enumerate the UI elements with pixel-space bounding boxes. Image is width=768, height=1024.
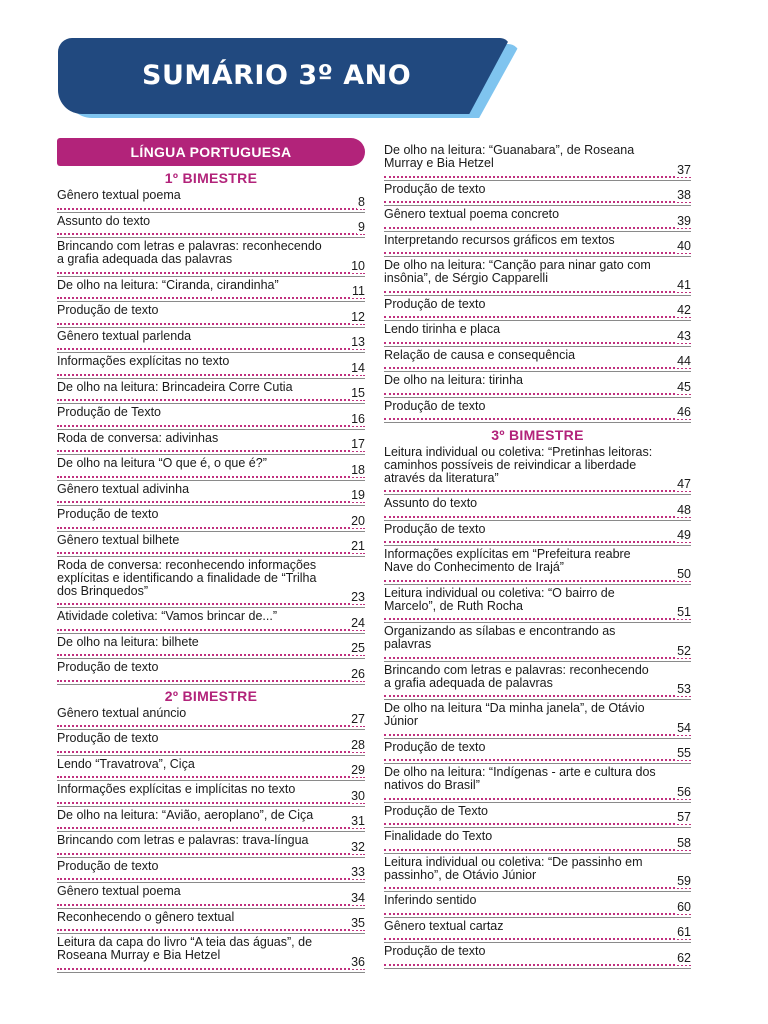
toc-entry[interactable] (57, 730, 365, 756)
entry-page-number: 57 (677, 810, 691, 824)
toc-entry[interactable] (384, 296, 691, 322)
toc-entry[interactable] (384, 181, 691, 207)
toc-left-column (57, 138, 365, 973)
toc-entry[interactable] (384, 585, 691, 624)
dot-leader (57, 751, 365, 753)
toc-entry[interactable] (57, 353, 365, 379)
entry-page-number: 19 (351, 488, 365, 502)
entry-page-number: 34 (351, 890, 365, 905)
dot-leader (57, 904, 365, 906)
entry-title: Produção de Texto (57, 405, 162, 419)
bimester-2-heading: 2º BIMESTRE (164, 687, 258, 704)
entry-title: Relação de causa e consequência (384, 347, 576, 362)
dot-leader (384, 516, 691, 518)
dot-leader (384, 291, 691, 293)
toc-entry[interactable] (57, 506, 365, 532)
toc-entry[interactable] (384, 892, 691, 918)
dot-leader (57, 968, 365, 970)
dot-leader (384, 580, 691, 582)
dot-leader (57, 348, 365, 350)
toc-entry[interactable] (384, 257, 691, 296)
entry-page-number: 39 (677, 213, 691, 228)
page-title: SUMÁRIO 3º ANO (142, 60, 412, 91)
dot-leader (57, 450, 365, 452)
dot-leader (384, 849, 691, 851)
toc-entry[interactable] (384, 803, 691, 829)
entry-title: Gênero textual poema concreto (384, 207, 560, 221)
toc-entry[interactable] (57, 756, 365, 782)
entry-title: Gênero textual parlenda (57, 328, 192, 343)
toc-entry[interactable] (57, 557, 365, 608)
entry-title: Informações explícitas no texto (57, 354, 230, 368)
dot-leader (57, 272, 365, 274)
dot-leader (384, 316, 691, 318)
dot-leader (384, 734, 691, 736)
entry-page-number: 55 (677, 746, 691, 760)
subject-header: LÍNGUA PORTUGUESA (57, 138, 365, 166)
entry-page-number: 56 (677, 784, 691, 799)
dot-leader (57, 552, 365, 554)
entry-page-number: 49 (677, 528, 691, 542)
toc-entry[interactable] (57, 430, 365, 456)
entry-page-number: 31 (351, 814, 365, 828)
entry-page-number: 62 (677, 950, 691, 965)
entry-title: Leitura individual ou coletiva: “Pretinhas leitoras: caminhos possíveis de reivindicar a liberdade através da literatura” (384, 445, 653, 485)
entry-title: Assunto do texto (57, 213, 151, 228)
entry-title: De olho na leitura: “Avião, aeroplano”, de Ciça (57, 807, 314, 822)
entry-page-number: 43 (677, 328, 691, 343)
toc-entry[interactable] (384, 521, 691, 547)
dot-leader (57, 827, 365, 829)
entry-title: Atividade coletiva: “Vamos brincar de...” (57, 609, 278, 623)
entry-title: Produção de texto (384, 181, 486, 196)
toc-entry[interactable] (384, 828, 691, 854)
bimester-1-list (57, 187, 365, 685)
entry-page-number: 51 (677, 605, 691, 619)
entry-title: Produção de texto (57, 303, 159, 317)
toc-entry[interactable] (57, 328, 365, 354)
entry-title: De olho na leitura: “Indígenas - arte e cultura dos nativos do Brasil” (384, 765, 656, 792)
toc-entry[interactable] (384, 943, 691, 969)
entry-page-number: 13 (351, 335, 365, 349)
toc-entry[interactable] (57, 608, 365, 634)
entry-page-number: 48 (677, 502, 691, 517)
entry-title: Produção de texto (384, 296, 486, 311)
entry-divider (384, 968, 691, 969)
entry-title: Brincando com letras e palavras: reconhecendo a grafia adequada das palavras (57, 239, 322, 266)
entry-page-number: 18 (351, 462, 365, 477)
dot-leader (384, 342, 691, 344)
entry-page-number: 17 (351, 437, 365, 451)
entry-title: Assunto do texto (384, 496, 478, 510)
dot-leader (384, 618, 691, 620)
toc-entry[interactable] (57, 277, 365, 303)
bimester-1-heading: 1º BIMESTRE (164, 170, 258, 186)
entry-title: Brincando com letras e palavras: reconhecendo a grafia adequada de palavras (384, 662, 649, 690)
entry-title: Reconhecendo o gênero textual (57, 909, 235, 924)
dot-leader (384, 490, 691, 492)
entry-page-number: 37 (677, 162, 691, 177)
entry-page-number: 10 (351, 258, 365, 273)
entry-page-number: 29 (351, 763, 365, 777)
toc-entry[interactable] (384, 142, 691, 181)
entry-page-number: 9 (358, 220, 365, 234)
entry-page-number: 35 (351, 916, 365, 930)
toc-entry[interactable] (57, 302, 365, 328)
entry-title: Gênero textual adivinha (57, 481, 190, 496)
entry-page-number: 23 (351, 590, 365, 604)
entry-divider (57, 972, 365, 973)
toc-entry[interactable] (57, 481, 365, 507)
entry-title: Produção de Texto (384, 803, 489, 818)
entry-title: Roda de conversa: adivinhas (57, 430, 219, 445)
dot-leader (57, 233, 365, 235)
entry-title: Informações explícitas em “Prefeitura reabre Nave do Conhecimento de Irajá” (384, 547, 631, 574)
entry-title: Informações explícitas e implícitas no texto (57, 782, 296, 796)
dot-leader (384, 227, 691, 229)
dot-leader (57, 603, 365, 605)
entry-title: Interpretando recursos gráficos em textos (384, 232, 615, 247)
dot-leader (384, 541, 691, 543)
entry-page-number: 28 (351, 737, 365, 752)
toc-entry[interactable] (57, 659, 365, 685)
dot-leader (384, 823, 691, 825)
entry-title: De olho na leitura: Brincadeira Corre Cutia (57, 379, 293, 394)
entry-page-number: 52 (677, 643, 691, 658)
entry-page-number: 44 (677, 354, 691, 368)
toc-entry[interactable] (384, 444, 691, 495)
entry-page-number: 61 (677, 925, 691, 939)
toc-entry[interactable] (384, 546, 691, 585)
toc-entry[interactable] (384, 739, 691, 765)
dot-leader (57, 501, 365, 503)
entry-page-number: 47 (677, 477, 691, 491)
entry-page-number: 42 (677, 303, 691, 317)
toc-entry[interactable] (384, 321, 691, 347)
toc-entry[interactable] (57, 883, 365, 909)
entry-page-number: 20 (351, 513, 365, 528)
entry-page-number: 24 (351, 615, 365, 630)
entry-page-number: 54 (677, 720, 691, 735)
toc-entry[interactable] (384, 700, 691, 739)
dot-leader (57, 802, 365, 804)
dot-leader (384, 887, 691, 889)
entry-title: Produção de texto (57, 507, 159, 521)
dot-leader (57, 323, 365, 325)
entry-page-number: 53 (677, 682, 691, 696)
entry-page-number: 32 (351, 839, 365, 854)
toc-entry[interactable] (384, 372, 691, 398)
dot-leader (384, 252, 691, 254)
toc-right-column (384, 142, 691, 969)
entry-page-number: 59 (677, 874, 691, 888)
entry-page-number: 12 (351, 309, 365, 324)
entry-title: Inferindo sentido (384, 893, 477, 907)
dot-leader (384, 913, 691, 915)
toc-entry[interactable] (57, 909, 365, 935)
toc-entry[interactable] (57, 404, 365, 430)
entry-page-number: 60 (677, 899, 691, 914)
dot-leader (57, 629, 365, 631)
dot-leader (57, 374, 365, 376)
entry-page-number: 14 (351, 360, 365, 375)
entry-title: De olho na leitura “Da minha janela”, de Otávio Júnior (384, 701, 645, 728)
bimester-2-list-continued (384, 142, 691, 423)
entry-page-number: 38 (677, 188, 691, 202)
dot-leader (384, 938, 691, 940)
dot-leader (384, 695, 691, 697)
dot-leader (57, 725, 365, 727)
toc-entry[interactable] (384, 662, 691, 701)
entry-title: Brincando com letras e palavras: trava-língua (57, 833, 309, 847)
entry-page-number: 36 (351, 954, 365, 969)
toc-entry[interactable] (57, 934, 365, 973)
toc-entry[interactable] (384, 347, 691, 373)
entry-title: Roda de conversa: reconhecendo informações explícitas e identificando a finalidade de “Trilha dos Brinquedos” (57, 558, 317, 598)
entry-title: Produção de texto (384, 739, 486, 754)
entry-page-number: 8 (358, 194, 365, 209)
entry-page-number: 41 (677, 277, 691, 292)
dot-leader (384, 657, 691, 659)
entry-page-number: 26 (351, 666, 365, 681)
entry-page-number: 15 (351, 386, 365, 400)
dot-leader (57, 853, 365, 855)
toc-entry[interactable] (384, 918, 691, 944)
entry-title: Organizando as sílabas e encontrando as palavras (384, 624, 616, 651)
toc-entry[interactable] (384, 206, 691, 232)
entry-title: De olho na leitura: tirinha (384, 373, 523, 387)
entry-title: Gênero textual bilhete (57, 532, 180, 547)
entry-page-number: 46 (677, 405, 691, 419)
toc-entry[interactable] (57, 213, 365, 239)
entry-title: Leitura individual ou coletiva: “O bairro de Marcelo”, de Ruth Rocha (384, 585, 615, 613)
entry-page-number: 33 (351, 865, 365, 879)
entry-title: Finalidade do Texto (384, 829, 493, 843)
toc-entry[interactable] (57, 379, 365, 405)
entry-title: Produção de texto (57, 731, 159, 745)
entry-page-number: 27 (351, 712, 365, 726)
entry-title: De olho na leitura: “Guanabara”, de Roseana Murray e Bia Hetzel (384, 143, 635, 170)
entry-title: Gênero textual cartaz (384, 918, 504, 933)
dot-leader (384, 798, 691, 800)
entry-title: Leitura da capa do livro “A teia das águas”, de Roseana Murray e Bia Hetzel (57, 935, 313, 962)
toc-entry[interactable] (384, 764, 691, 803)
toc-entry[interactable] (57, 832, 365, 858)
entry-title: Produção de texto (57, 660, 159, 674)
toc-entry[interactable] (384, 623, 691, 662)
toc-entry[interactable] (384, 854, 691, 893)
dot-leader (384, 964, 691, 966)
toc-entry[interactable] (57, 705, 365, 731)
entry-title: Produção de texto (384, 521, 486, 536)
entry-page-number: 45 (677, 379, 691, 394)
bimester-2-list (57, 705, 365, 973)
entry-title: Gênero textual poema (57, 188, 181, 202)
entry-title: De olho na leitura: “Canção para ninar gato com insônia”, de Sérgio Capparelli (384, 258, 651, 285)
bimester-3-list (384, 444, 691, 969)
entry-divider (57, 684, 365, 685)
entry-title: Lendo tirinha e placa (384, 322, 501, 336)
entry-title: Gênero textual poema (57, 884, 181, 898)
toc-entry[interactable] (57, 807, 365, 833)
dot-leader (384, 393, 691, 395)
toc-entry[interactable] (384, 232, 691, 258)
toc-entry[interactable] (57, 187, 365, 213)
toc-entry[interactable] (384, 398, 691, 424)
entry-title: De olho na leitura: bilhete (57, 634, 199, 649)
entry-divider (384, 422, 691, 423)
entry-page-number: 58 (677, 835, 691, 850)
entry-title: Produção de texto (384, 944, 486, 958)
toc-entry[interactable] (57, 781, 365, 807)
entry-title: De olho na leitura: “Ciranda, cirandinha” (57, 277, 279, 292)
dot-leader (57, 680, 365, 682)
dot-leader (384, 201, 691, 203)
toc-entry[interactable] (57, 532, 365, 558)
entry-page-number: 21 (351, 539, 365, 553)
entry-title: Lendo “Travatrova”, Ciça (57, 756, 195, 771)
toc-entry[interactable] (57, 858, 365, 884)
toc-entry[interactable] (57, 634, 365, 660)
dot-leader (384, 418, 691, 420)
dot-leader (57, 399, 365, 401)
dot-leader (57, 425, 365, 427)
bimester-3-heading: 3º BIMESTRE (491, 427, 584, 443)
dot-leader (57, 929, 365, 931)
entry-page-number: 30 (351, 788, 365, 803)
dot-leader (57, 527, 365, 529)
dot-leader (57, 297, 365, 299)
entry-page-number: 11 (352, 284, 365, 298)
entry-title: Produção de texto (384, 398, 486, 413)
dot-leader (57, 208, 365, 210)
dot-leader (384, 176, 691, 178)
dot-leader (384, 759, 691, 761)
entry-title: Produção de texto (57, 858, 159, 873)
toc-entry[interactable] (384, 495, 691, 521)
dot-leader (57, 878, 365, 880)
entry-title: De olho na leitura “O que é, o que é?” (57, 456, 267, 470)
toc-entry[interactable] (57, 455, 365, 481)
entry-title: Gênero textual anúncio (57, 705, 187, 720)
entry-title: Leitura individual ou coletiva: “De passinho em passinho”, de Otávio Júnior (384, 854, 643, 882)
entry-page-number: 50 (677, 566, 691, 581)
toc-entry[interactable] (57, 238, 365, 277)
dot-leader (57, 654, 365, 656)
entry-page-number: 40 (677, 239, 691, 253)
dot-leader (57, 776, 365, 778)
dot-leader (57, 476, 365, 478)
entry-page-number: 16 (351, 411, 365, 426)
entry-page-number: 25 (351, 641, 365, 655)
dot-leader (384, 367, 691, 369)
